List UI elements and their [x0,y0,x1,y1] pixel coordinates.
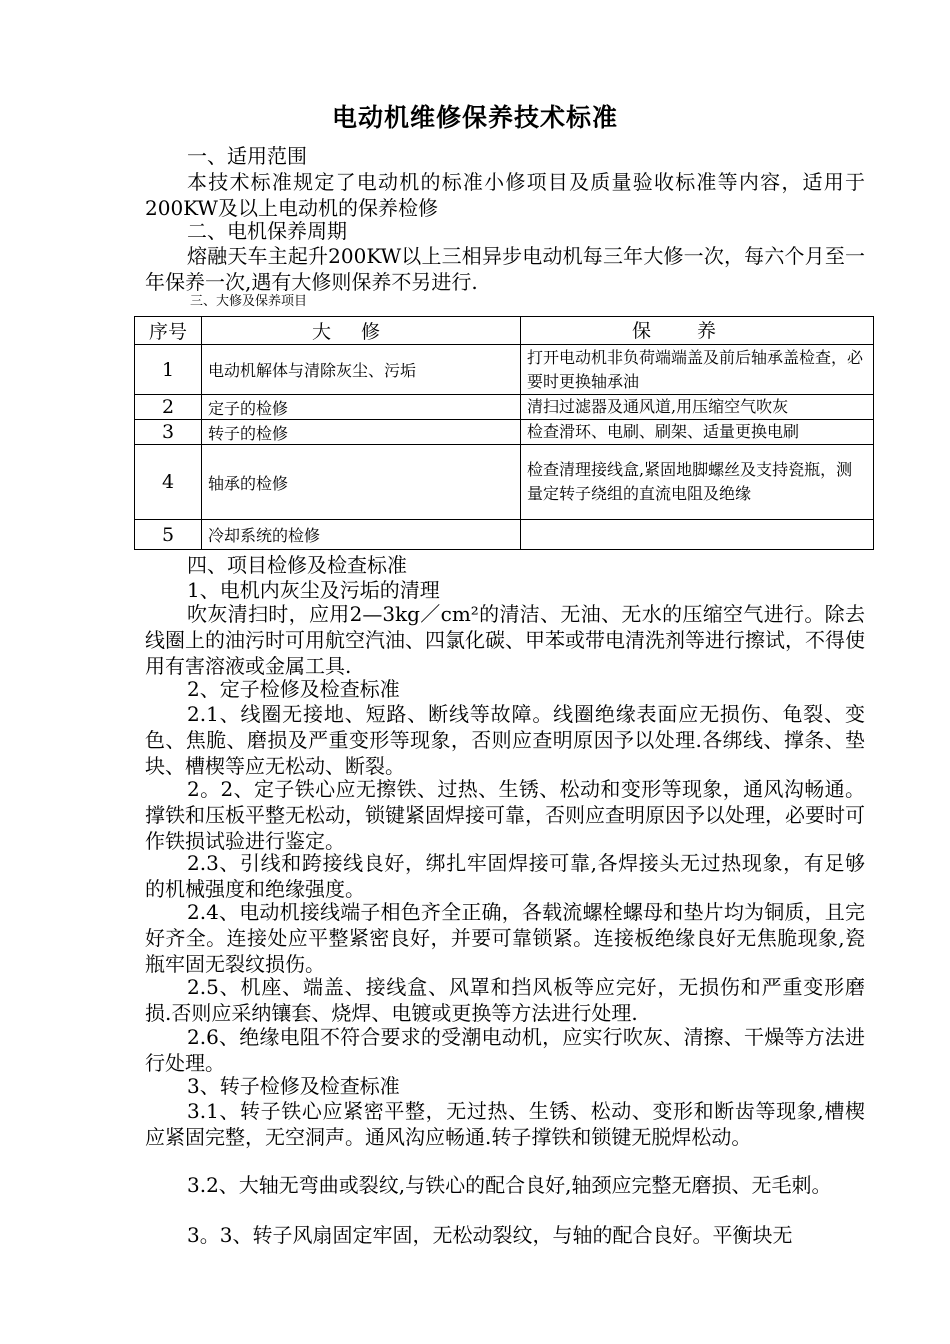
table-header-row [135,317,874,345]
header-no: 序号 [135,317,202,345]
row-no: 2 [135,395,202,420]
row-no: 3 [135,420,202,445]
paragraph-2-6: 2.6、绝缘电阻不符合要求的受潮电动机，应实行吹灰、清擦、干燥等方法进行处理。 [145,1025,865,1075]
document-title: 电动机维修保养技术标准 [331,103,618,132]
table-row [135,395,874,420]
subheading-rotor: 3、转子检修及检查标准 [187,1074,400,1098]
row-no: 5 [135,520,202,550]
paragraph-2-2: 2。2、定子铁心应无擦铁、过热、生锈、松动和变形等现象，通风沟畅通。撑铁和压板平整无松动，锁键紧固焊接可靠，否则应查明原因予以处理，必要时可作铁损试验进行鉴定。 [145,777,865,853]
subheading-stator: 2、定子检修及检查标准 [187,677,400,701]
header-maintenance: 保养 [521,317,874,345]
row-overhaul: 电动机解体与清除灰尘、污垢 [202,345,521,395]
paragraph-dust-cleaning: 吹灰清扫时，应用2—3kg／cm²的清洁、无油、无水的压缩空气进行。除去线圈上的油污时可用航空汽油、四氯化碳、甲苯或带电清洗剂等进行擦试，不得使用有害溶液或金属工具. [145,602,865,678]
subheading-dust-cleaning: 1、电机内灰尘及污垢的清理 [187,578,440,602]
row-no: 4 [135,445,202,520]
table-row [135,420,874,445]
section-heading-standards: 四、项目检修及检查标准 [187,553,407,577]
row-no: 1 [135,345,202,395]
section-heading-scope: 一、适用范围 [187,144,307,168]
cycle-paragraph: 熔融天车主起升200KW以上三相异步电动机每三年大修一次，每六个月至一年保养一次,遇有大修则保养不另进行. [145,244,865,294]
row-overhaul: 轴承的检修 [202,445,521,520]
row-maintenance: 打开电动机非负荷端端盖及前后轴承盖检查，必要时更换轴承油 [521,345,874,395]
row-overhaul: 冷却系统的检修 [202,520,521,550]
table-row [135,345,874,395]
paragraph-2-4: 2.4、电动机接线端子相色齐全正确，各载流螺栓螺母和垫片均为铜质，且完好齐全。连接处应平整紧密良好，并要可靠锁紧。连接板绝缘良好无焦脆现象,瓷瓶牢固无裂纹损伤。 [145,900,865,976]
paragraph-3-2: 3.2、大轴无弯曲或裂纹,与铁心的配合良好,轴颈应完整无磨损、无毛刺。 [187,1173,832,1197]
paragraph-3-3: 3。3、转子风扇固定牢固，无松动裂纹，与轴的配合良好。平衡块无 [187,1223,793,1247]
paragraph-2-5: 2.5、机座、端盖、接线盒、风罩和挡风板等应完好，无损伤和严重变形磨损.否则应采纳镶套、烧焊、电镀或更换等方法进行处理. [145,975,865,1025]
row-overhaul: 定子的检修 [202,395,521,420]
table-row [135,520,874,550]
row-maintenance [521,520,874,550]
section-heading-cycle: 二、电机保养周期 [187,219,347,243]
maintenance-table [134,316,874,550]
row-overhaul: 转子的检修 [202,420,521,445]
paragraph-2-3: 2.3、引线和跨接线良好，绑扎牢固焊接可靠,各焊接头无过热现象，有足够的机械强度和绝缘强度。 [145,851,865,901]
row-maintenance: 清扫过滤器及通风道,用压缩空气吹灰 [521,395,874,420]
row-maintenance: 检查滑环、电刷、刷架、适量更换电刷 [521,420,874,445]
row-maintenance: 检查清理接线盒,紧固地脚螺丝及支持瓷瓶，测量定转子绕组的直流电阻及绝缘 [521,445,874,520]
paragraph-2-1: 2.1、线圈无接地、短路、断线等故障。线圈绝缘表面应无损伤、龟裂、变色、焦脆、磨损及严重变形等现象，否则应查明原因予以处理.各绑线、撑条、垫块、槽楔等应无松动、断裂。 [145,702,865,778]
table-row [135,445,874,520]
header-overhaul: 大修 [202,317,521,345]
paragraph-3-1: 3.1、转子铁心应紧密平整，无过热、生锈、松动、变形和断齿等现象,槽楔应紧固完整，无空洞声。通风沟应畅通.转子撑铁和锁键无脱焊松动。 [145,1099,865,1149]
scope-paragraph: 本技术标准规定了电动机的标准小修项目及质量验收标准等内容，适用于200KW及以上电动机的保养检修 [145,170,865,220]
section-heading-items: 三、大修及保养项目 [190,294,308,309]
